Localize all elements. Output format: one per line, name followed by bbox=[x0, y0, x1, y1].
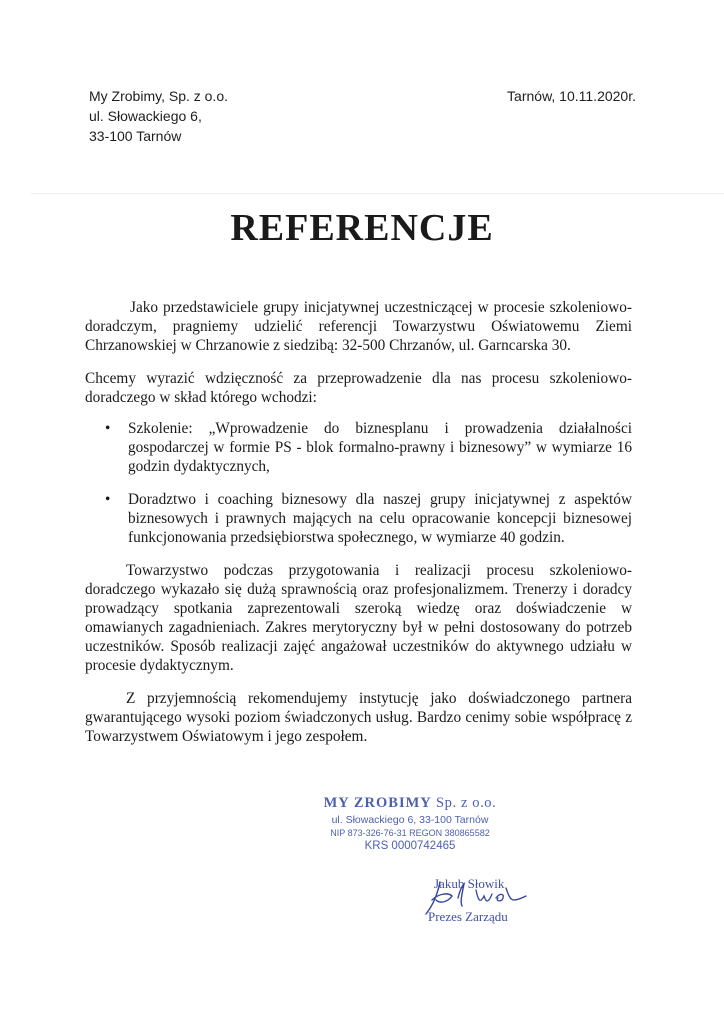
evaluation-paragraph: Towarzystwo podczas przygotowania i realizacji procesu szkoleniowo-doradczego wykazało się dużą sprawnością oraz profesjonalizmem. Trenerzy i doradcy prowadzący spotkania zaprezentowali szeroką wiedzę oraz doświadczenie w omawianych zagadnieniach. Zakres merytoryczny był w pełni dostosowany do potrzeb uczestników. Sposób realizacji zajęć angażował uczestników do aktywnego udziału w procesie dydaktycznym. bbox=[85, 562, 632, 674]
recommendation-paragraph: Z przyjemnością rekomendujemy instytucję jako doświadczonego partnera gwarantującego wysoki poziom świadczonych usług. Bardzo cenimy sobie współpracę z Towarzystwem Oświatowym i jego zespołem. bbox=[85, 690, 632, 745]
stamp-company-name: MY ZROBIMY bbox=[323, 795, 432, 811]
stamp-company-suffix: Sp. z o.o. bbox=[436, 795, 497, 811]
document-title: REFERENCJE bbox=[230, 207, 494, 249]
letter-body bbox=[85, 298, 632, 746]
gratitude-paragraph: Chcemy wyrazić wdzięczność za przeprowadzenie dla nas procesu szkoleniowo-doradczego w skład którego wchodzi: bbox=[85, 370, 632, 406]
place-and-date: Tarnów, 10.11.2020r. bbox=[507, 88, 636, 104]
signatory-role: Prezes Zarządu bbox=[428, 909, 508, 924]
list-item-text: Doradztwo i coaching biznesowy dla naszej grupy inicjatywnej z aspektów biznesowych i prawnych mających na celu opracowanie koncepcji biznesowej funkcjonowania przedsiębiorstwa społecznego, w wymiarze 40 godzin. bbox=[128, 491, 632, 546]
sender-city: 33-100 Tarnów bbox=[89, 128, 182, 144]
list-item bbox=[85, 490, 632, 547]
list-item-text: Szkolenie: „Wprowadzenie do biznesplanu i prowadzenia działalności gospodarczej w formie PS - blok formalno-prawny i biznesowy” w wymiarze 16 godzin dydaktycznych, bbox=[128, 420, 632, 475]
divider bbox=[30, 193, 724, 194]
stamp-company-line bbox=[300, 795, 520, 812]
sender-street: ul. Słowackiego 6, bbox=[89, 108, 202, 124]
list-item bbox=[85, 419, 632, 476]
services-list bbox=[85, 419, 632, 547]
stamp-krs: KRS 0000742465 bbox=[364, 840, 456, 852]
bullet-icon: • bbox=[105, 420, 111, 437]
stamp-address: ul. Słowackiego 6, 33-100 Tarnów bbox=[331, 814, 489, 826]
sender-address bbox=[89, 86, 228, 146]
intro-paragraph: Jako przedstawiciele grupy inicjatywnej uczestniczącej w procesie szkoleniowo-doradczym, pragniemy udzielić referencji Towarzystwu Oświatowemu Ziemi Chrzanowskiej w Chrzanowie z siedzibą: 32-500 Chrzanów, ul. Garncarska 30. bbox=[85, 299, 632, 354]
company-stamp bbox=[300, 795, 520, 853]
bullet-icon: • bbox=[105, 491, 111, 508]
signatory-name: Jakub Słowik bbox=[434, 876, 505, 891]
stamp-tax-ids: NIP 873-326-76-31 REGON 380865582 bbox=[330, 828, 490, 838]
sender-company: My Zrobimy, Sp. z o.o. bbox=[89, 88, 228, 104]
